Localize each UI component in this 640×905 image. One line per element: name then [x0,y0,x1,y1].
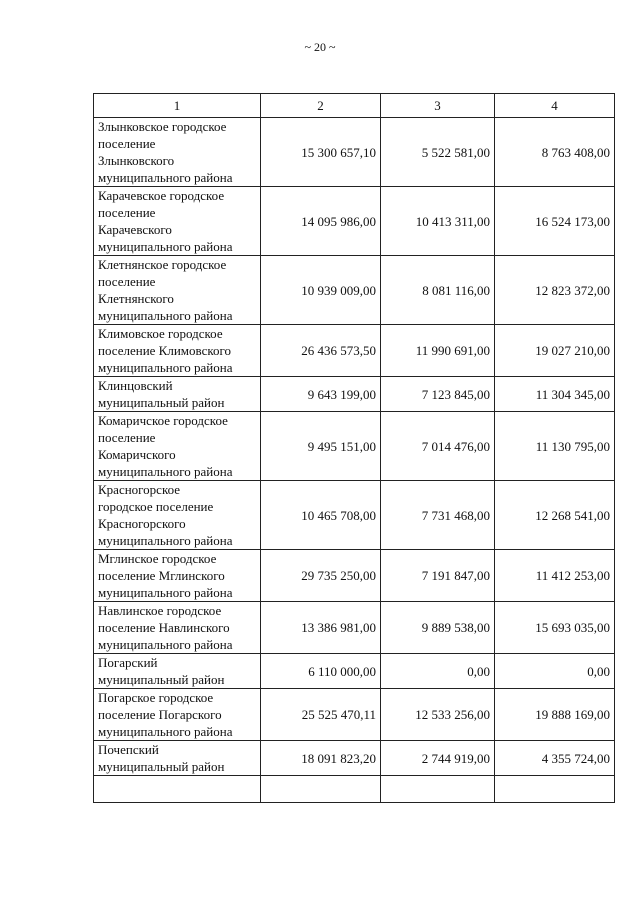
empty-row [94,776,615,803]
amount-cell-col-2: 26 436 573,50 [261,325,381,377]
amount-cell-col-4: 19 027 210,00 [495,325,615,377]
amount-cell-col-2: 18 091 823,20 [261,741,381,776]
table-row [94,481,615,550]
table-row [94,187,615,256]
table-row [94,550,615,602]
empty-cell [261,776,381,803]
municipality-name-line: муниципального района [98,360,233,375]
municipality-name-cell [94,412,261,481]
municipality-name-line: Почепский [98,742,159,757]
amount-cell-col-2: 6 110 000,00 [261,654,381,689]
municipality-name-line: поселение [98,274,156,289]
amount-cell-col-3: 7 014 476,00 [381,412,495,481]
empty-cell [381,776,495,803]
amount-cell-col-2: 9 643 199,00 [261,377,381,412]
municipality-name-line: муниципального района [98,724,233,739]
municipality-name-line: поселение [98,430,156,445]
amount-cell-col-4: 16 524 173,00 [495,187,615,256]
municipality-name-line: муниципальный район [98,395,225,410]
amount-cell-col-2: 14 095 986,00 [261,187,381,256]
table-row [94,689,615,741]
municipality-name-line: Злынковское городское [98,119,227,134]
table-row [94,118,615,187]
municipality-name-line: Погарский [98,655,158,670]
amount-cell-col-4: 11 412 253,00 [495,550,615,602]
amount-cell-col-4: 4 355 724,00 [495,741,615,776]
municipality-name-cell [94,741,261,776]
amount-cell-col-4: 19 888 169,00 [495,689,615,741]
municipality-name-line: Климовское городское [98,326,223,341]
municipality-name-line: поселение [98,136,156,151]
municipality-name-line: Карачевское городское [98,188,225,203]
amount-cell-col-3: 10 413 311,00 [381,187,495,256]
municipality-name-line: муниципального района [98,533,233,548]
column-header-3: 3 [381,94,495,118]
municipality-name-line: муниципального района [98,239,233,254]
amount-cell-col-2: 13 386 981,00 [261,602,381,654]
municipality-name-line: муниципального района [98,464,233,479]
municipality-name-line: муниципального района [98,585,233,600]
municipality-name-line: Комаричское городское [98,413,228,428]
municipality-name-line: муниципального района [98,637,233,652]
amount-cell-col-4: 12 268 541,00 [495,481,615,550]
municipality-name-line: поселение [98,205,156,220]
empty-cell [495,776,615,803]
municipality-name-cell [94,602,261,654]
municipality-name-line: поселение Климовского [98,343,232,358]
amount-cell-col-4: 0,00 [495,654,615,689]
column-header-1: 1 [94,94,261,118]
amount-cell-col-3: 8 081 116,00 [381,256,495,325]
amount-cell-col-3: 2 744 919,00 [381,741,495,776]
municipality-name-line: городское поселение [98,499,214,514]
amount-cell-col-2: 29 735 250,00 [261,550,381,602]
amount-cell-col-4: 11 130 795,00 [495,412,615,481]
amount-cell-col-3: 9 889 538,00 [381,602,495,654]
table-row [94,412,615,481]
table-row [94,325,615,377]
municipality-name-line: поселение Мглинского [98,568,225,583]
municipality-name-cell [94,550,261,602]
municipality-name-line: муниципального района [98,170,233,185]
municipality-name-line: поселение Погарского [98,707,222,722]
amount-cell-col-2: 10 939 009,00 [261,256,381,325]
amount-cell-col-3: 12 533 256,00 [381,689,495,741]
table-row [94,654,615,689]
municipality-name-cell [94,187,261,256]
municipality-name-line: поселение Навлинского [98,620,230,635]
municipality-name-line: муниципальный район [98,759,225,774]
municipality-name-cell [94,256,261,325]
municipality-name-line: муниципальный район [98,672,225,687]
municipality-name-line: муниципального района [98,308,233,323]
municipality-name-line: Погарское городское [98,690,214,705]
municipality-name-line: Красногорское [98,482,181,497]
table-row [94,256,615,325]
empty-cell [94,776,261,803]
amount-cell-col-4: 8 763 408,00 [495,118,615,187]
table-row [94,602,615,654]
amount-cell-col-3: 7 123 845,00 [381,377,495,412]
amount-cell-col-3: 7 191 847,00 [381,550,495,602]
amount-cell-col-2: 15 300 657,10 [261,118,381,187]
amount-cell-col-4: 11 304 345,00 [495,377,615,412]
column-header-2: 2 [261,94,381,118]
amount-cell-col-3: 5 522 581,00 [381,118,495,187]
amount-cell-col-3: 7 731 468,00 [381,481,495,550]
amount-cell-col-2: 10 465 708,00 [261,481,381,550]
municipality-name-line: Злынковского [98,153,175,168]
header-row [94,94,615,118]
amount-cell-col-4: 12 823 372,00 [495,256,615,325]
table-body [94,118,615,803]
municipality-name-cell [94,118,261,187]
municipality-name-line: Комаричского [98,447,176,462]
municipality-name-cell [94,654,261,689]
municipality-name-cell [94,325,261,377]
page-number: ~ 20 ~ [304,40,336,54]
amount-cell-col-3: 11 990 691,00 [381,325,495,377]
amount-cell-col-2: 25 525 470,11 [261,689,381,741]
municipality-name-line: Карачевского [98,222,172,237]
municipality-name-cell [94,481,261,550]
amount-cell-col-2: 9 495 151,00 [261,412,381,481]
municipality-name-line: Клинцовский [98,378,173,393]
table-row [94,377,615,412]
amount-cell-col-4: 15 693 035,00 [495,602,615,654]
amount-cell-col-3: 0,00 [381,654,495,689]
municipality-name-line: Навлинское городское [98,603,222,618]
column-header-4: 4 [495,94,615,118]
budget-table [93,93,615,803]
municipality-name-cell [94,377,261,412]
municipality-name-line: Красногорского [98,516,186,531]
municipality-name-line: Клетнянского [98,291,174,306]
municipality-name-line: Клетнянское городское [98,257,227,272]
municipality-name-cell [94,689,261,741]
table-row [94,741,615,776]
municipality-name-line: Мглинское городское [98,551,217,566]
